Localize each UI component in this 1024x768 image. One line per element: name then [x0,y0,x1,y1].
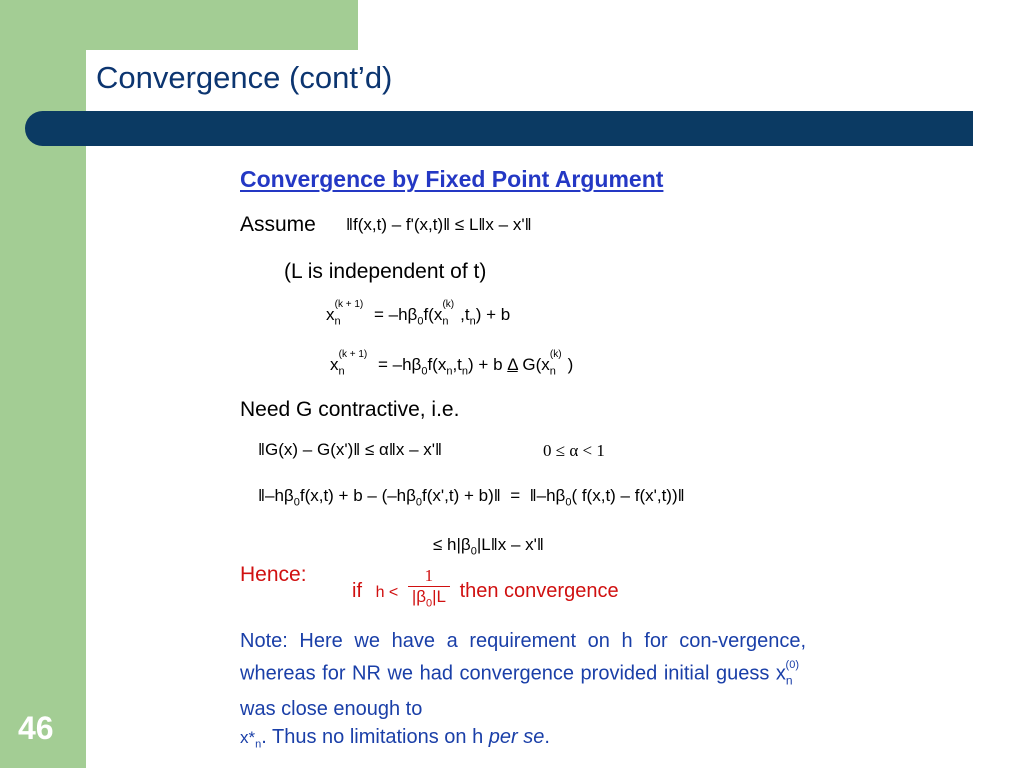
note-part2: was close enough to [240,697,423,720]
hence-label: Hence: [240,563,307,586]
contraction-inequality: ‖G(x) – G(x')‖ ≤ α‖x – x'‖ [258,440,443,459]
slide-number: 46 [18,710,54,746]
convergence-condition [352,566,619,613]
h-less-than: h < [375,583,399,601]
iteration-equation-2: $x_n^{(k + 1)} = -h\beta_0f(x_n,t_n) + b$ Δ $G(x_n^{(k)})$ [330,349,574,378]
title-divider-band [25,111,973,146]
assume-equation: ‖f(x,t) – f'(x,t)‖ ≤ L‖x – x'‖ [346,215,532,234]
fraction-numerator: 1 [408,566,450,587]
note-per-se: per se [488,725,545,748]
content-heading: Convergence by Fixed Point Argument [240,166,664,192]
need-contractive-text: Need G contractive, i.e. [240,398,460,421]
long-equation: $‖-h\beta_0f(x,t) + b - (-h\beta_0f(x',t)$ + b)‖ = $‖-h\beta_0$( f(x,t) – f(x',t))‖ [258,486,685,509]
assume-label: Assume [240,213,316,236]
fraction [408,566,450,609]
top-accent-bar [0,0,358,50]
note-part3: . Thus no limitations on h [261,725,484,748]
slide-title: Convergence (cont’d) [96,60,393,95]
iteration-equation-1: $x_n^{(k + 1)} = -h\beta_0f(x_n^{(k)},t_n) + b$ [326,299,511,328]
alpha-range: 0 ≤ α < 1 [543,441,605,460]
note-paragraph: Note: Here we have a requirement on h for con-vergence, whereas for NR we had convergence provided initial guess $x_n^{(0)}$ was close enough to $x*_n$. Thus no limitations on h per se. [240,630,806,751]
l-independent-note: (L is independent of t) [284,260,487,283]
fraction-denominator: $|\beta_0|L$ [411,587,447,610]
then-convergence: then convergence [459,579,619,602]
if-label: if [352,579,362,602]
note-part1: Note: Here we have a requirement on h for con-vergence, whereas for NR we had convergence provided initial guess x [240,630,806,685]
bound-equation: ≤ $h|\beta_0|L‖x$ – x'‖ [433,535,544,558]
note-period: . [544,725,550,748]
